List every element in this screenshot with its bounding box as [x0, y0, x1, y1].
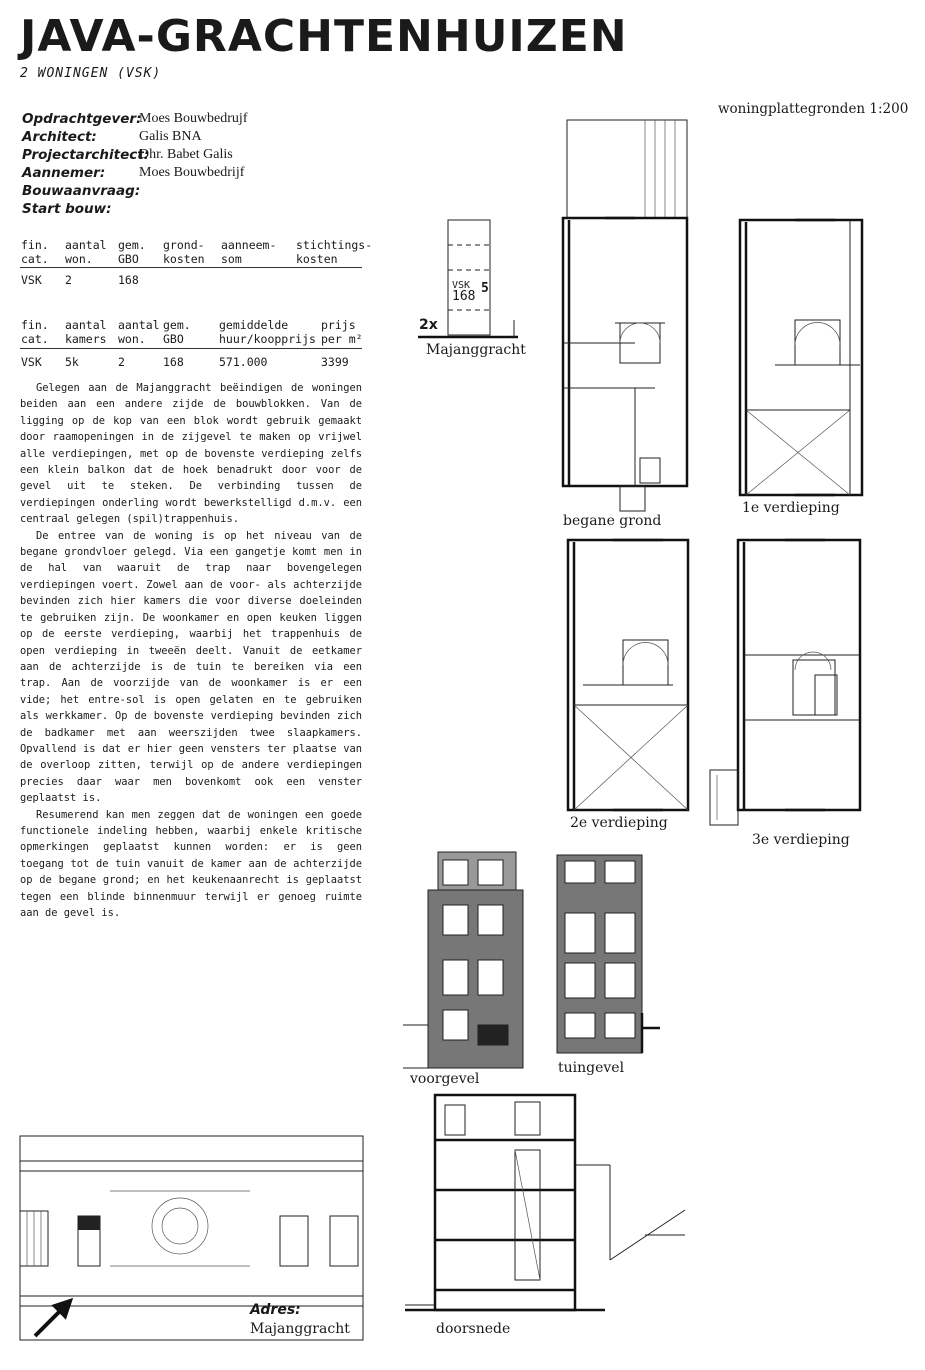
body-paragraph: Gelegen aan de Majanggracht beëindigen de woningen beiden aan een andere zijde de bouwblokken. Van de ligging op de kop van een blok wordt gebruik gemaakt door raamopeningen in de zijgevel te maken op vrijwel alle verdiepingen, met op de bovenste verdieping zelfs een klein balkon dat de hoek benadrukt door voor de gevel uit te steken. De verbinding tussen de verdiepingen onderling wordt bewerkstelligd d.m.v. een centraal gelegen (spil)trappenhuis. [20, 382, 362, 526]
table-header: gemiddelde huur/koopprijs [219, 318, 316, 346]
table-header: gem. GBO [118, 238, 146, 266]
table-cell: 168 [163, 355, 184, 369]
credit-label-client: Opdrachtgever: [22, 111, 142, 127]
table-cell: 571.000 [219, 355, 268, 369]
table-header: aanneem- som [221, 238, 277, 266]
table-header: fin. cat. [21, 238, 49, 266]
credit-label-permit: Bouwaanvraag: [22, 183, 141, 199]
plan-ground-floor-label: begane grond [563, 513, 662, 529]
credit-label-project-architect: Projectarchitect: [22, 147, 150, 163]
elevation-garden [555, 853, 665, 1058]
plan-ground-floor [555, 118, 705, 513]
credit-value-architect: Galis BNA [139, 129, 202, 144]
table-header: aantal won. [118, 318, 160, 346]
address-value: Majanggracht [250, 1321, 350, 1337]
table-cell: 5k [65, 355, 79, 369]
credit-label-architect: Architect: [22, 129, 97, 145]
page-subtitle: 2 WONINGEN (VSK) [20, 66, 162, 81]
key-multiplier: 2x [419, 317, 438, 333]
table-header: stichtings- kosten [296, 238, 373, 266]
building-section [405, 1090, 695, 1320]
elevation-front-label: voorgevel [410, 1071, 480, 1087]
site-map [20, 1136, 365, 1342]
table-header: aantal won. [65, 238, 107, 266]
body-paragraph: De entree van de woning is op het niveau van de begane grondvloer gelegd. Via een gangetje komt men in de hal van waaruit de trap naar bovengelegen verdiepingen voert. Zowel aan de voor- als achterzijde bevinden zich hier kamers die voor diverse doeleinden te gebruiken zijn. De woonkamer en open keuken liggen op de eerste verdieping, waarbij het trappenhuis de open verdieping in tweeën deelt. Vanuit de eetkamer aan de achterzijde is de tuin te bereiken via een trap. Aan de voorzijde van de woonkamer is er een vide; het entre-sol is open gelaten en te gebruiken als werkkamer. Op de bovenste verdieping bevinden zich de badkamer met aan weerszijden twee slaapkamers. Opvallend is dat er hier geen vensters ter plaatse van de overloop zitten, terwijl op de andere verdiepingen precies daar waar men bovenkomt ook een venster geplaatst is. [20, 529, 362, 805]
table-cell: VSK [21, 355, 42, 369]
credit-value-contractor: Moes Bouwbedrijf [139, 165, 245, 180]
body-paragraph: Resumerend kan men zeggen dat de woningen een goede functionele indeling hebben, waarbij enkele kritische opmerkingen geplaatst kunnen worden: er is geen toegang tot de tuin vanuit de kamer aan de achterzijde op de begane grond; en het keukenaanrecht is geplaatst tegen een blinde binnenmuur terwijl er genoeg ruimte aan de gevel is. [20, 808, 362, 919]
table-cell: 168 [118, 273, 139, 287]
address-label: Adres: [250, 1302, 301, 1318]
table-cell: 2 [65, 273, 72, 287]
key-category: VSK [452, 280, 471, 291]
table-cell: 3399 [321, 355, 349, 369]
plan-third-floor [705, 535, 865, 835]
table-rule [20, 348, 362, 349]
table-header: aantal kamers [65, 318, 107, 346]
credit-value-client: Moes Bouwbedrujf [139, 111, 248, 126]
elevation-front [403, 850, 533, 1072]
table-cell: VSK [21, 273, 42, 287]
table-cell: 2 [118, 355, 125, 369]
plan-first-floor [735, 215, 870, 500]
key-gbo: 168 [452, 289, 476, 304]
table-header: fin. cat. [21, 318, 49, 346]
credit-label-contractor: Aannemer: [22, 165, 106, 181]
plan-first-floor-label: 1e verdieping [742, 500, 840, 516]
credit-value-project-architect: Dhr. Babet Galis [139, 147, 233, 162]
table-header: gem. GBO [163, 318, 191, 346]
plan-scale-label: woningplattegronden 1:200 [718, 101, 909, 117]
building-section-label: doorsnede [436, 1321, 511, 1337]
key-street-label: Majanggracht [426, 342, 526, 358]
table-header: prijs per m² [321, 318, 363, 346]
article-body [20, 380, 362, 921]
page-title: JAVA-GRACHTENHUIZEN [20, 11, 628, 62]
table-header: grond- kosten [163, 238, 205, 266]
plan-second-floor-label: 2e verdieping [570, 815, 668, 831]
plan-second-floor [563, 535, 698, 817]
plan-third-floor-label: 3e verdieping [752, 832, 850, 848]
table-rule [20, 267, 362, 268]
credit-label-start: Start bouw: [22, 201, 112, 217]
key-rooms: 5 [481, 281, 489, 296]
elevation-garden-label: tuingevel [558, 1060, 625, 1076]
